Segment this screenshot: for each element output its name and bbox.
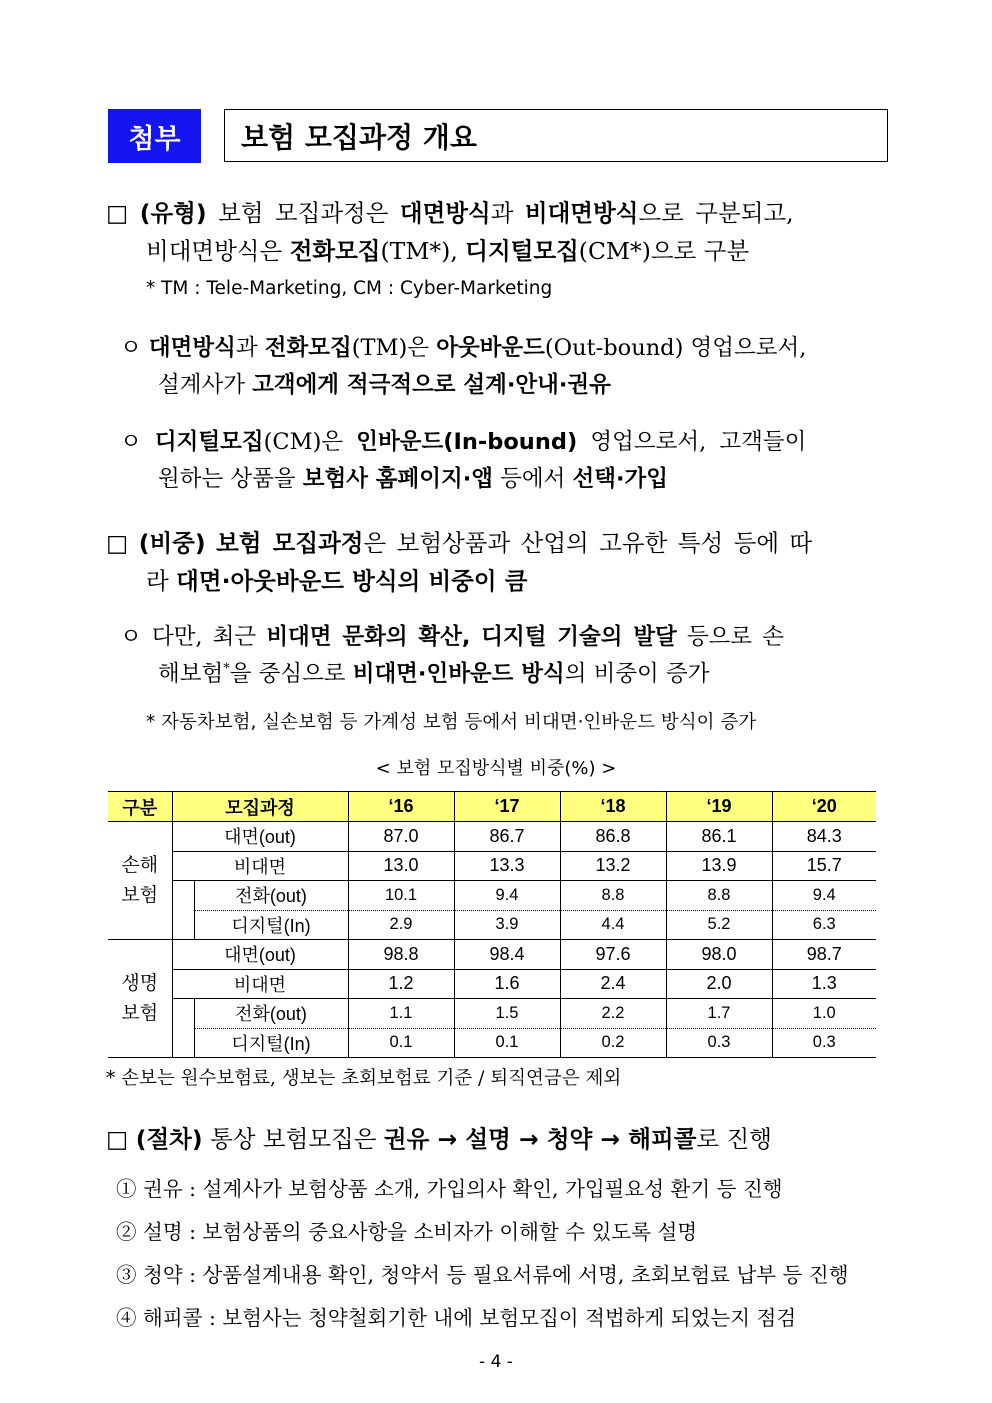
table-cell: 0.3 xyxy=(772,1028,876,1058)
table-cell: 4.4 xyxy=(560,910,666,940)
row-label: 디지털(In) xyxy=(194,910,348,940)
row-label: 비대면 xyxy=(172,851,348,881)
type-footnote: * TM : Tele-Marketing, CM : Cyber-Marketing xyxy=(146,278,553,299)
table-cell: 1.5 xyxy=(454,999,560,1029)
table-cell: 13.3 xyxy=(454,851,560,881)
table-cell: 86.1 xyxy=(666,822,772,852)
table-cell: 87.0 xyxy=(348,822,454,852)
table-row xyxy=(108,851,876,881)
table-cell: 84.3 xyxy=(772,822,876,852)
square-bullet: □ xyxy=(106,199,129,227)
square-bullet: □ xyxy=(106,1125,129,1153)
table-cell: 1.0 xyxy=(772,999,876,1029)
table-cell: 8.8 xyxy=(666,881,772,911)
inbound-bullet-line2: 원하는 상품을 보험사 홈페이지·앱 등에서 선택·가입 xyxy=(158,466,668,492)
table-cell: 9.4 xyxy=(454,881,560,911)
step-application: ③ 청약 : 상품설계내용 확인, 청약서 등 필요서류에 서명, 초회보험료 납부 등 진행 xyxy=(116,1263,849,1287)
group-label-life: 생명 보험 xyxy=(108,940,172,1058)
header-year: ‘19 xyxy=(666,792,772,822)
circle-bullet: ㅇ xyxy=(120,335,142,361)
table-cell: 1.3 xyxy=(772,969,876,999)
indent-spacer xyxy=(172,999,194,1058)
table-row xyxy=(108,940,876,970)
row-label: 디지털(In) xyxy=(194,1028,348,1058)
table-row xyxy=(108,999,876,1029)
table-cell: 8.8 xyxy=(560,881,666,911)
table-cell: 6.3 xyxy=(772,910,876,940)
share-footnote: * 자동차보험, 실손보험 등 가계성 보험 등에서 비대면·인바운드 방식이 증가 xyxy=(146,712,757,733)
table-row xyxy=(108,1028,876,1058)
header-category: 구분 xyxy=(108,792,172,822)
table-cell: 2.0 xyxy=(666,969,772,999)
indent-spacer xyxy=(172,881,194,940)
outbound-bullet-line1: ㅇ 대면방식과 전화모집(TM)은 아웃바운드(Out-bound) 영업으로서, xyxy=(120,335,807,361)
table-footnote: * 손보는 원수보험료, 생보는 초회보험료 기준 / 퇴직연금은 제외 xyxy=(106,1068,622,1089)
row-label: 대면(out) xyxy=(172,822,348,852)
table-cell: 86.8 xyxy=(560,822,666,852)
table-cell: 0.1 xyxy=(454,1028,560,1058)
table-cell: 1.7 xyxy=(666,999,772,1029)
header-year: ‘18 xyxy=(560,792,666,822)
table-row xyxy=(108,969,876,999)
step-happy-call: ④ 해피콜 : 보험사는 청약철회기한 내에 보험모집이 적법하게 되었는지 점검 xyxy=(116,1306,797,1330)
table-cell: 13.9 xyxy=(666,851,772,881)
table-cell: 98.4 xyxy=(454,940,560,970)
row-label: 전화(out) xyxy=(194,999,348,1029)
outbound-bullet-line2: 설계사가 고객에게 적극적으로 설계·안내·권유 xyxy=(158,372,611,398)
table-cell: 98.8 xyxy=(348,940,454,970)
row-label: 비대면 xyxy=(172,969,348,999)
type-paragraph-line1: □ (유형) 보험 모집과정은 대면방식과 비대면방식으로 구분되고, xyxy=(106,199,794,227)
recruitment-share-table xyxy=(108,791,876,1058)
table-cell: 13.0 xyxy=(348,851,454,881)
header-year: ‘20 xyxy=(772,792,876,822)
table-cell: 5.2 xyxy=(666,910,772,940)
header-process: 모집과정 xyxy=(172,792,348,822)
share-paragraph-line1: □ (비중) 보험 모집과정은 보험상품과 산업의 고유한 특성 등에 따 xyxy=(106,529,813,557)
row-label: 대면(out) xyxy=(172,940,348,970)
header-year: ‘16 xyxy=(348,792,454,822)
table-header-row xyxy=(108,792,876,822)
table-cell: 97.6 xyxy=(560,940,666,970)
square-bullet: □ xyxy=(106,529,129,557)
circle-bullet: ㅇ xyxy=(120,429,142,455)
table-row xyxy=(108,881,876,911)
nonface-bullet-line1: ㅇ 다만, 최근 비대면 문화의 확산, 디지털 기술의 발달 등으로 손 xyxy=(120,624,785,650)
table-cell: 2.2 xyxy=(560,999,666,1029)
table-cell: 98.7 xyxy=(772,940,876,970)
table-cell: 3.9 xyxy=(454,910,560,940)
table-cell: 10.1 xyxy=(348,881,454,911)
table-cell: 1.1 xyxy=(348,999,454,1029)
section-title: 보험 모집과정 개요 xyxy=(224,109,888,162)
procedure-paragraph: □ (절차) 통상 보험모집은 권유 → 설명 → 청약 → 해피콜로 진행 xyxy=(106,1125,772,1153)
table-cell: 0.1 xyxy=(348,1028,454,1058)
group-label-nonlife: 손해 보험 xyxy=(108,822,172,940)
table-cell: 9.4 xyxy=(772,881,876,911)
step-explanation: ② 설명 : 보험상품의 중요사항을 소비자가 이해할 수 있도록 설명 xyxy=(116,1220,698,1244)
table-caption: < 보험 모집방식별 비중(%) > xyxy=(375,758,617,779)
table-cell: 86.7 xyxy=(454,822,560,852)
table-row xyxy=(108,822,876,852)
page-number: - 4 - xyxy=(479,1352,513,1372)
table-cell: 2.9 xyxy=(348,910,454,940)
attachment-tag: 첨부 xyxy=(108,109,201,163)
table-cell: 98.0 xyxy=(666,940,772,970)
table-cell: 2.4 xyxy=(560,969,666,999)
step-solicitation: ① 권유 : 설계사가 보험상품 소개, 가입의사 확인, 가입필요성 환기 등 진행 xyxy=(116,1177,783,1201)
table-cell: 15.7 xyxy=(772,851,876,881)
circle-bullet: ㅇ xyxy=(120,624,142,650)
share-paragraph-line2: 라 대면·아웃바운드 방식의 비중이 큼 xyxy=(146,567,528,595)
type-paragraph-line2: 비대면방식은 전화모집(TM*), 디지털모집(CM*)으로 구분 xyxy=(146,237,750,265)
table-cell: 1.2 xyxy=(348,969,454,999)
row-label: 전화(out) xyxy=(194,881,348,911)
table-row xyxy=(108,910,876,940)
inbound-bullet-line1: ㅇ 디지털모집(CM)은 인바운드(In-bound) 영업으로서, 고객들이 xyxy=(120,429,807,455)
table-cell: 0.2 xyxy=(560,1028,666,1058)
table-cell: 13.2 xyxy=(560,851,666,881)
table-cell: 0.3 xyxy=(666,1028,772,1058)
header-year: ‘17 xyxy=(454,792,560,822)
table-cell: 1.6 xyxy=(454,969,560,999)
nonface-bullet-line2: 해보험*을 중심으로 비대면·인바운드 방식의 비중이 증가 xyxy=(158,661,710,687)
